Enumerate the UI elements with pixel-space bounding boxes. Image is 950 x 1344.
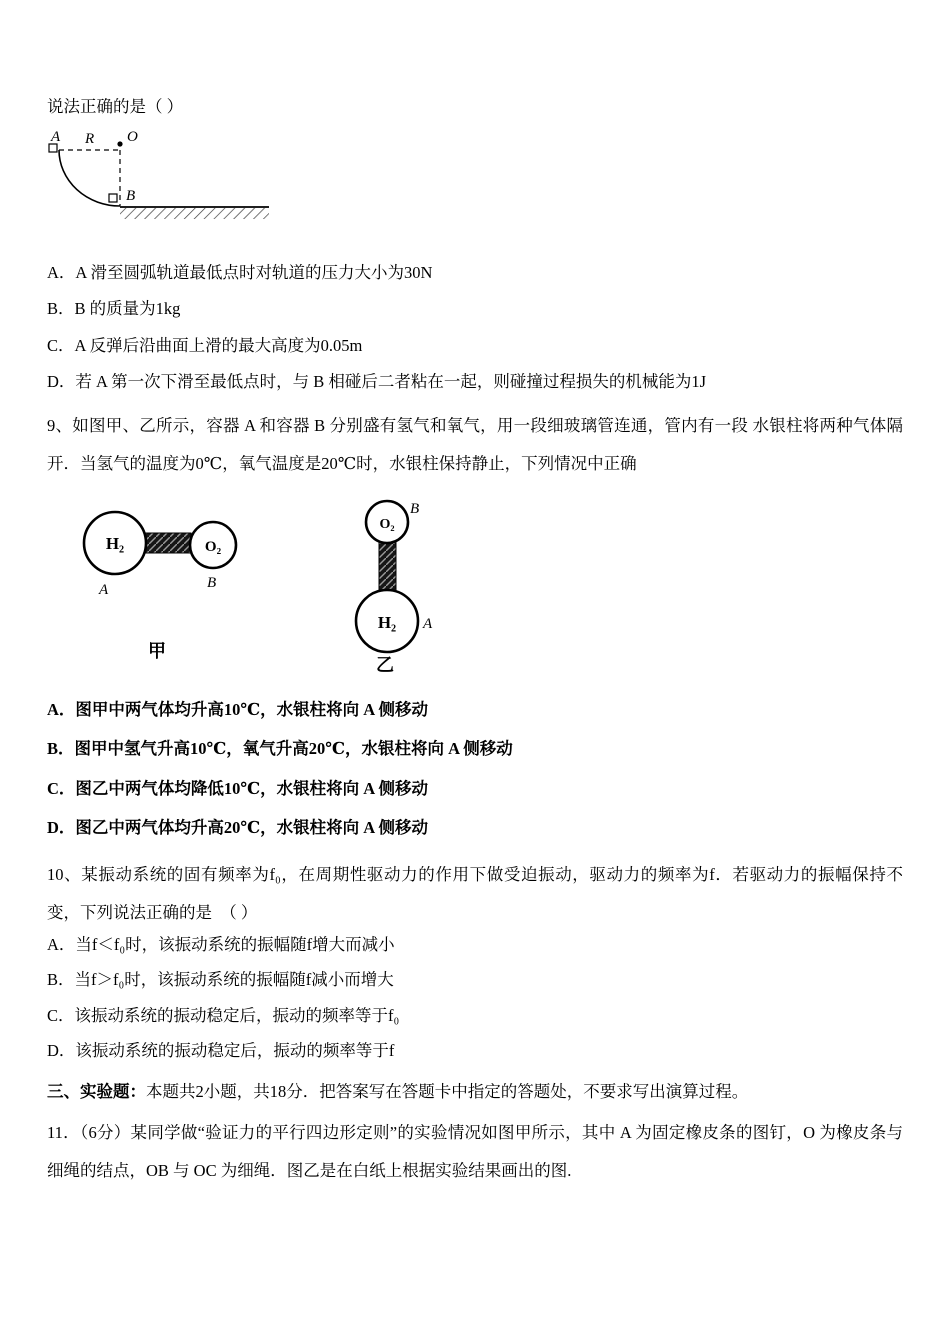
gas-h2-bottom-label: H₂ [377, 613, 397, 633]
figure-jia [65, 495, 275, 667]
connecting-tube-horizontal [145, 533, 191, 553]
yi-label-b: B [410, 501, 420, 518]
yi-caption: 乙 [376, 655, 394, 676]
figure-gas-containers [65, 495, 903, 677]
q10-option-d: D．该振动系统的振动稳定后，振动的频率等于f [47, 1040, 395, 1060]
gas-h2-label: H₂ [105, 534, 125, 554]
gas-o2-label: O₂ [204, 539, 222, 556]
track-label-o: O [127, 129, 138, 146]
section3-label: 三、实验题： [47, 1082, 146, 1102]
q10-option-b: B．当f＞f₀时，该振动系统的振幅随f减小而增大 [47, 970, 394, 990]
q11-stem: 11．（6分）某同学做“验证力的平行四边形定则”的实验情况如图甲所示，其中 A 为固定橡皮条的图钉，O 为橡皮条与细绳的结点，OB 与 OC 为细绳．图乙是在白纸上根据实验结果画出的图. [47, 1122, 903, 1180]
center-dot [117, 141, 122, 146]
q8-options [47, 262, 903, 393]
q9-stem: 9、如图甲、乙所示，容器 A 和容器 B 分别盛有氢气和氧气，用一段细玻璃管连通，管内有一段 水银柱将两种气体隔开．当氢气的温度为0℃，氧气温度是20℃时，水银柱保持静止，下列情况中正确 [47, 416, 903, 474]
q9-option-c: C．图乙中两气体均降低10℃，水银柱将向 A 侧移动 [47, 778, 428, 798]
track-diagram [47, 128, 277, 228]
q8-option-a: A．A 滑至圆弧轨道最低点时对轨道的压力大小为30N [47, 263, 433, 283]
question-intro: 说法正确的是（ ） [47, 97, 184, 116]
q10-options [47, 934, 903, 1062]
q9-option-d: D．图乙中两气体均升高20℃，水银柱将向 A 侧移动 [47, 817, 428, 837]
jia-label-b: B [207, 575, 217, 592]
jia-label-a: A [99, 582, 109, 599]
q10-option-c: C．该振动系统的振动稳定后，振动的频率等于f₀ [47, 1005, 400, 1025]
block-a-square [49, 144, 57, 152]
jia-caption: 甲 [148, 641, 166, 662]
figure-yi [337, 495, 467, 677]
q9-options [47, 699, 903, 839]
q10-stem: 10、某振动系统的固有频率为f₀，在周期性驱动力的作用下做受迫振动，驱动力的频率为f．若驱动力的振幅保持不变，下列说法正确的是 （ ） [47, 865, 903, 923]
q9-option-a: A．图甲中两气体均升高10℃，水银柱将向 A 侧移动 [47, 700, 428, 720]
gas-o2-top-label: O₂ [379, 517, 395, 533]
q8-option-b: B．B 的质量为1kg [47, 299, 181, 319]
section3-heading [47, 1075, 903, 1110]
figure-track [47, 128, 903, 234]
section3-text: 本题共2小题，共18分．把答案写在答题卡中指定的答题处，不要求写出演算过程。 [146, 1082, 749, 1102]
connecting-tube-vertical [379, 539, 396, 591]
q8-option-c: C．A 反弹后沿曲面上滑的最大高度为0.05m [47, 335, 363, 355]
yi-label-a: A [423, 616, 433, 633]
track-label-b: B [126, 188, 136, 205]
track-label-a: A [51, 129, 61, 146]
ground-hatch [120, 208, 269, 219]
block-b-square [109, 194, 117, 202]
track-label-r: R [85, 131, 95, 148]
q9-option-b: B．图甲中氢气升高10℃，氧气升高20℃，水银柱将向 A 侧移动 [47, 739, 513, 759]
q10-option-a: A．当f＜f₀时，该振动系统的振幅随f增大而减小 [47, 935, 395, 955]
q8-option-d: D．若 A 第一次下滑至最低点时，与 B 相碰后二者粘在一起，则碰撞过程损失的机械能为1J [47, 371, 707, 391]
arc-track [59, 150, 120, 206]
